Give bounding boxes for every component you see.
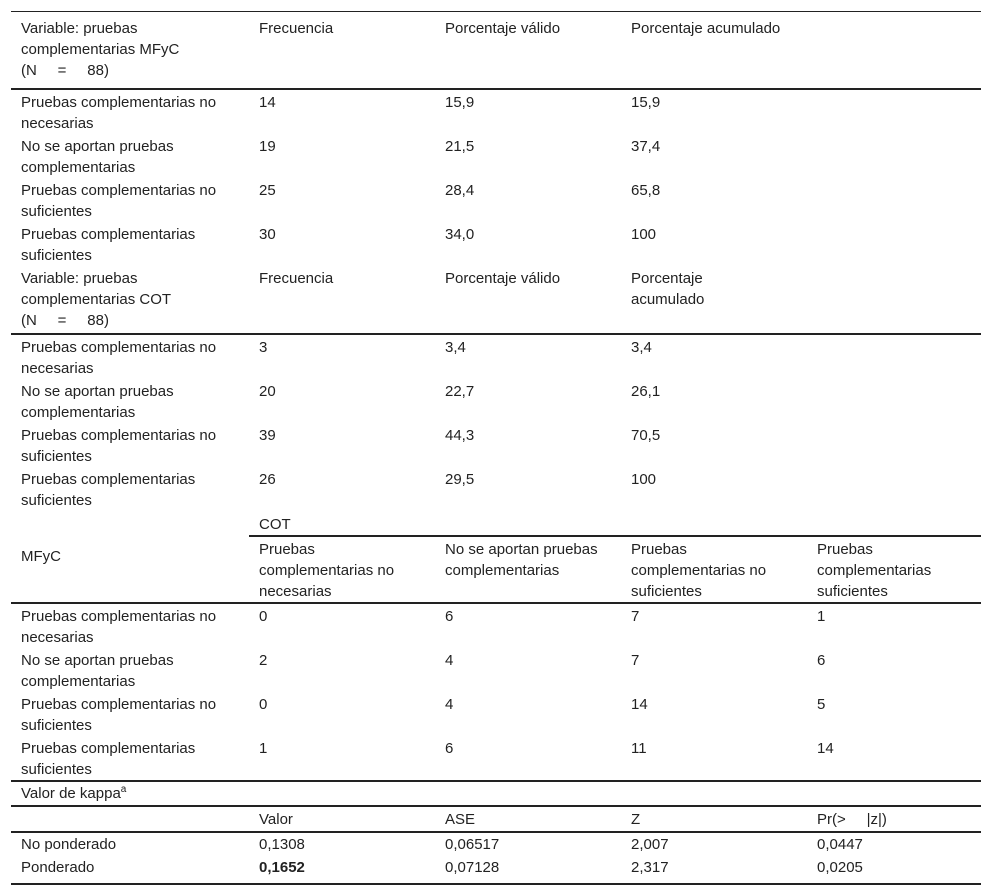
empty-cell bbox=[807, 89, 981, 134]
frecuencia-cell: 25 bbox=[259, 182, 276, 199]
row-label: Pruebas complementarias no necesarias bbox=[21, 94, 217, 132]
empty-cell bbox=[807, 334, 981, 379]
row-label: No se aportan pruebas complementarias bbox=[21, 383, 174, 421]
frecuencia-cell: 26 bbox=[259, 471, 276, 488]
section1-n-label: (N = 88) bbox=[21, 62, 109, 79]
valido-cell: 15,9 bbox=[445, 94, 475, 111]
kappa-pr-cell: 0,0205 bbox=[817, 859, 863, 876]
table-row bbox=[11, 134, 981, 178]
crosstab-cell: 11 bbox=[631, 740, 647, 757]
table-row bbox=[11, 178, 981, 222]
crosstab-cell: 5 bbox=[817, 696, 826, 713]
row-label: No ponderado bbox=[21, 836, 117, 853]
section2-variable-label: Variable: pruebas complementarias COT bbox=[21, 270, 172, 308]
section1-acumulado-header: Porcentaje acumulado bbox=[631, 20, 781, 37]
table-row bbox=[11, 334, 981, 379]
kappa-header: Z bbox=[631, 811, 641, 828]
crosstab-cell: 7 bbox=[631, 608, 640, 625]
valido-cell: 22,7 bbox=[445, 383, 475, 400]
crosstab-cell: 7 bbox=[631, 652, 640, 669]
crosstab-group-row bbox=[11, 511, 981, 536]
acumulado-cell: 100 bbox=[631, 226, 657, 243]
section2-frecuencia-header: Frecuencia bbox=[259, 270, 334, 287]
empty-cell bbox=[807, 134, 981, 178]
section2-n-label: (N = 88) bbox=[21, 312, 109, 329]
acumulado-cell: 37,4 bbox=[631, 138, 661, 155]
frecuencia-cell: 30 bbox=[259, 226, 276, 243]
crosstab-cell: 14 bbox=[631, 696, 648, 713]
acumulado-cell: 70,5 bbox=[631, 427, 661, 444]
acumulado-cell: 26,1 bbox=[631, 383, 661, 400]
valido-cell: 3,4 bbox=[445, 339, 466, 356]
statistics-table bbox=[11, 11, 981, 885]
acumulado-cell: 15,9 bbox=[631, 94, 661, 111]
row-label: No se aportan pruebas complementarias bbox=[21, 138, 174, 176]
row-label: Pruebas complementarias no suficientes bbox=[21, 182, 217, 220]
section1-variable-header bbox=[11, 12, 249, 90]
empty-cell bbox=[807, 467, 981, 511]
table-row bbox=[11, 736, 981, 781]
table-row bbox=[11, 648, 981, 692]
section2-variable-header bbox=[11, 266, 249, 334]
crosstab-cell: 0 bbox=[259, 696, 268, 713]
valido-cell: 44,3 bbox=[445, 427, 475, 444]
empty-cell bbox=[11, 806, 249, 832]
valido-cell: 29,5 bbox=[445, 471, 475, 488]
kappa-z-cell: 2,317 bbox=[631, 859, 669, 876]
kappa-title-row bbox=[11, 781, 981, 806]
table-row bbox=[11, 692, 981, 736]
kappa-valor-cell: 0,1308 bbox=[259, 836, 305, 853]
row-label: Pruebas complementarias no necesarias bbox=[21, 608, 217, 646]
row-label: Pruebas complementarias suficientes bbox=[21, 740, 196, 778]
kappa-header: Pr(> |z|) bbox=[817, 811, 887, 828]
table-row bbox=[11, 379, 981, 423]
empty-cell bbox=[807, 178, 981, 222]
section1-frecuencia-header: Frecuencia bbox=[259, 20, 334, 37]
acumulado-cell: 100 bbox=[631, 471, 657, 488]
frecuencia-cell: 39 bbox=[259, 427, 276, 444]
section2-header-row bbox=[11, 266, 981, 334]
empty-cell bbox=[807, 379, 981, 423]
table-row bbox=[11, 423, 981, 467]
table-row bbox=[11, 603, 981, 648]
crosstab-column-header: Pruebas complementarias no necesarias bbox=[259, 541, 395, 600]
table-row bbox=[11, 832, 981, 855]
empty-cell bbox=[807, 266, 981, 334]
table-row bbox=[11, 222, 981, 266]
valido-cell: 34,0 bbox=[445, 226, 475, 243]
kappa-valor-cell: 0,1652 bbox=[259, 859, 305, 876]
row-label: Pruebas complementarias suficientes bbox=[21, 226, 196, 264]
table-row bbox=[11, 89, 981, 134]
empty-cell bbox=[807, 423, 981, 467]
kappa-header: ASE bbox=[445, 811, 476, 828]
row-label: Pruebas complementarias no necesarias bbox=[21, 339, 217, 377]
crosstab-cell: 1 bbox=[259, 740, 268, 757]
table-row bbox=[11, 855, 981, 884]
kappa-ase-cell: 0,07128 bbox=[445, 859, 500, 876]
frecuencia-cell: 19 bbox=[259, 138, 276, 155]
valido-cell: 21,5 bbox=[445, 138, 475, 155]
acumulado-cell: 3,4 bbox=[631, 339, 652, 356]
section1-valido-header: Porcentaje válido bbox=[445, 20, 561, 37]
kappa-header: Valor bbox=[259, 811, 293, 828]
crosstab-cell: 14 bbox=[817, 740, 834, 757]
row-label: Pruebas complementarias suficientes bbox=[21, 471, 196, 509]
crosstab-cell: 4 bbox=[445, 652, 454, 669]
valido-cell: 28,4 bbox=[445, 182, 475, 199]
frecuencia-cell: 3 bbox=[259, 339, 268, 356]
kappa-title bbox=[11, 781, 981, 806]
crosstab-cell: 1 bbox=[817, 608, 826, 625]
kappa-ase-cell: 0,06517 bbox=[445, 836, 500, 853]
crosstab-cell: 0 bbox=[259, 608, 268, 625]
row-label: No se aportan pruebas complementarias bbox=[21, 652, 174, 690]
kappa-title-text: Valor de kappa bbox=[21, 785, 121, 802]
crosstab-cell: 2 bbox=[259, 652, 268, 669]
crosstab-cell: 4 bbox=[445, 696, 454, 713]
crosstab-row-group-label: MFyC bbox=[21, 548, 61, 565]
empty-cell bbox=[807, 222, 981, 266]
crosstab-cell: 6 bbox=[817, 652, 826, 669]
acumulado-cell: 65,8 bbox=[631, 182, 661, 199]
section1-header-row bbox=[11, 12, 981, 90]
kappa-pr-cell: 0,0447 bbox=[817, 836, 863, 853]
crosstab-column-header: No se aportan pruebas complementarias bbox=[445, 541, 598, 579]
row-label: Ponderado bbox=[21, 859, 95, 876]
row-label: Pruebas complementarias no suficientes bbox=[21, 427, 217, 465]
empty-cell bbox=[807, 12, 981, 90]
crosstab-cell: 6 bbox=[445, 608, 454, 625]
table-row bbox=[11, 467, 981, 511]
section2-valido-header: Porcentaje válido bbox=[445, 270, 561, 287]
row-label: Pruebas complementarias no suficientes bbox=[21, 696, 217, 734]
frecuencia-cell: 14 bbox=[259, 94, 276, 111]
crosstab-column-header: Pruebas complementarias no suficientes bbox=[631, 541, 767, 600]
kappa-header-row bbox=[11, 806, 981, 832]
crosstab-column-header: Pruebas complementarias suficientes bbox=[817, 541, 932, 600]
crosstab-cell: 6 bbox=[445, 740, 454, 757]
frecuencia-cell: 20 bbox=[259, 383, 276, 400]
section2-acumulado-header: Porcentaje acumulado bbox=[631, 270, 705, 308]
section1-variable-label: Variable: pruebas complementarias MFyC bbox=[21, 20, 180, 58]
kappa-z-cell: 2,007 bbox=[631, 836, 669, 853]
crosstab-col-group-label: COT bbox=[249, 511, 981, 536]
kappa-footnote-marker: a bbox=[120, 784, 127, 795]
